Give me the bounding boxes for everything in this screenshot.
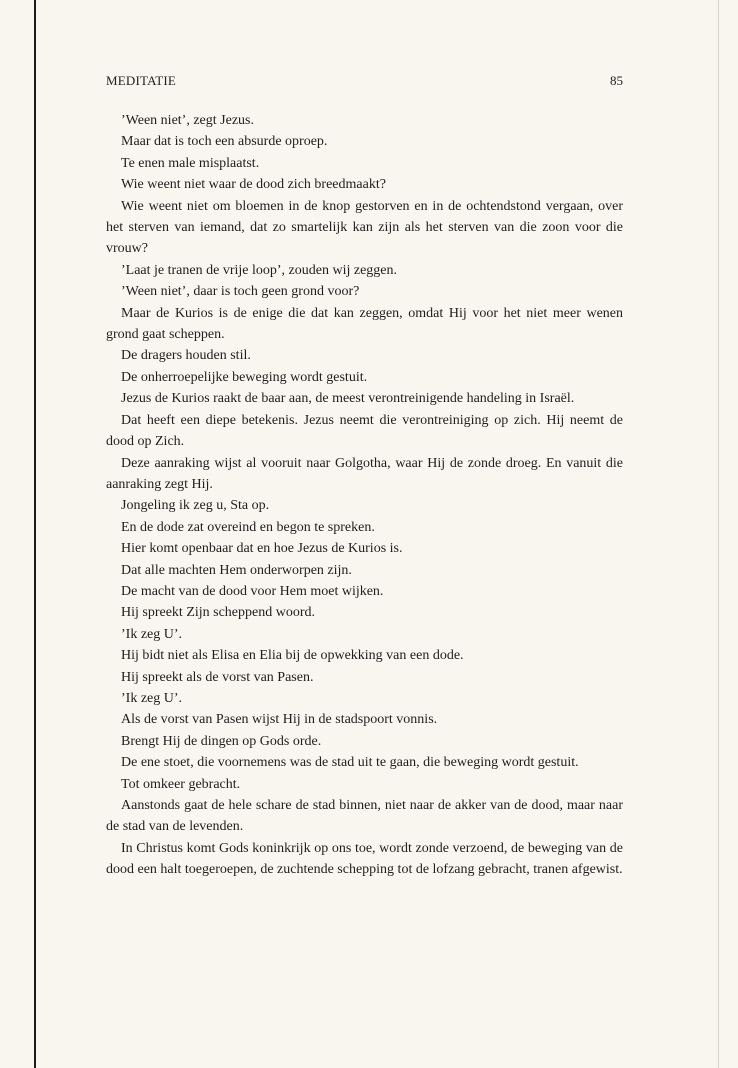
- paragraph: ’Ween niet’, zegt Jezus.: [121, 113, 254, 128]
- paragraph: Als de vorst van Pasen wijst Hij in de stadspoort vonnis.: [121, 712, 438, 728]
- running-title: MEDITATIE: [106, 73, 177, 88]
- paragraph: Wie weent niet waar de dood zich breedmaakt?: [121, 177, 386, 193]
- paragraph: ’Ween niet’, daar is toch geen grond voor?: [121, 284, 360, 300]
- binding-edge: [34, 0, 36, 1068]
- paragraph: ’Ik zeg U’.: [121, 626, 183, 642]
- page-edge: [718, 0, 719, 1068]
- paragraph: Tot omkeer gebracht.: [121, 776, 241, 792]
- meditation-text: [106, 110, 623, 881]
- paragraph: En de dode zat overeind en begon te spreken.: [121, 519, 375, 535]
- paragraph: De ene stoet, die voornemens was de stad uit te gaan, die beweging wordt gestuit.: [121, 755, 579, 771]
- paragraph: De macht van de dood voor Hem moet wijken.: [121, 583, 384, 599]
- paragraph: Jezus de Kurios raakt de baar aan, de meest verontreinigende handeling in Israël.: [121, 391, 575, 407]
- paragraph: Dat alle machten Hem onderworpen zijn.: [121, 562, 352, 578]
- paragraph: In Christus komt Gods koninkrijk op ons toe, wordt zonde verzoend, de beweging van de dood een halt toegeroepen, de zuchtende schepping tot de lofzang gebracht, tranen afgewist.: [106, 840, 623, 878]
- paragraph: Dat heeft een diepe betekenis. Jezus neemt die verontreiniging op zich. Hij neemt de dood op Zich.: [106, 412, 623, 450]
- paragraph: Deze aanraking wijst al vooruit naar Golgotha, waar Hij de zonde droeg. En vanuit die aanraking zegt Hij.: [106, 455, 623, 492]
- paragraph: Maar de Kurios is de enige die dat kan zeggen, omdat Hij voor het niet meer wenen grond gaat scheppen.: [106, 305, 623, 343]
- paragraph: ’Laat je tranen de vrije loop’, zouden wij zeggen.: [121, 262, 397, 278]
- paragraph: Maar dat is toch een absurde oproep.: [121, 134, 328, 150]
- paragraph: Hij bidt niet als Elisa en Elia bij de opwekking van een dode.: [121, 648, 464, 664]
- paragraph: Hier komt openbaar dat en hoe Jezus de Kurios is.: [121, 541, 403, 557]
- paragraph: Aanstonds gaat de hele schare de stad binnen, niet naar de akker van de dood, maar naar de stad van de levenden.: [106, 798, 623, 835]
- paragraph: De onherroepelijke beweging wordt gestuit.: [121, 369, 368, 385]
- paragraph: ’Ik zeg U’.: [121, 690, 183, 706]
- paragraph: Hij spreekt als de vorst van Pasen.: [121, 669, 314, 685]
- paragraph: Hij spreekt Zijn scheppend woord.: [121, 605, 316, 621]
- paragraph: Te enen male misplaatst.: [121, 155, 260, 171]
- running-header: [106, 73, 623, 95]
- page-number: 85: [610, 73, 623, 88]
- paragraph: De dragers houden stil.: [121, 348, 251, 364]
- paragraph: Brengt Hij de dingen op Gods orde.: [121, 733, 322, 749]
- paragraph: Wie weent niet om bloemen in de knop gestorven en in de ochtendstond vergaan, over het sterven van iemand, dat zo smartelijk kan zijn als het sterven van die zoon voor die vrouw?: [106, 198, 623, 257]
- paragraph: Jongeling ik zeg u, Sta op.: [121, 498, 270, 514]
